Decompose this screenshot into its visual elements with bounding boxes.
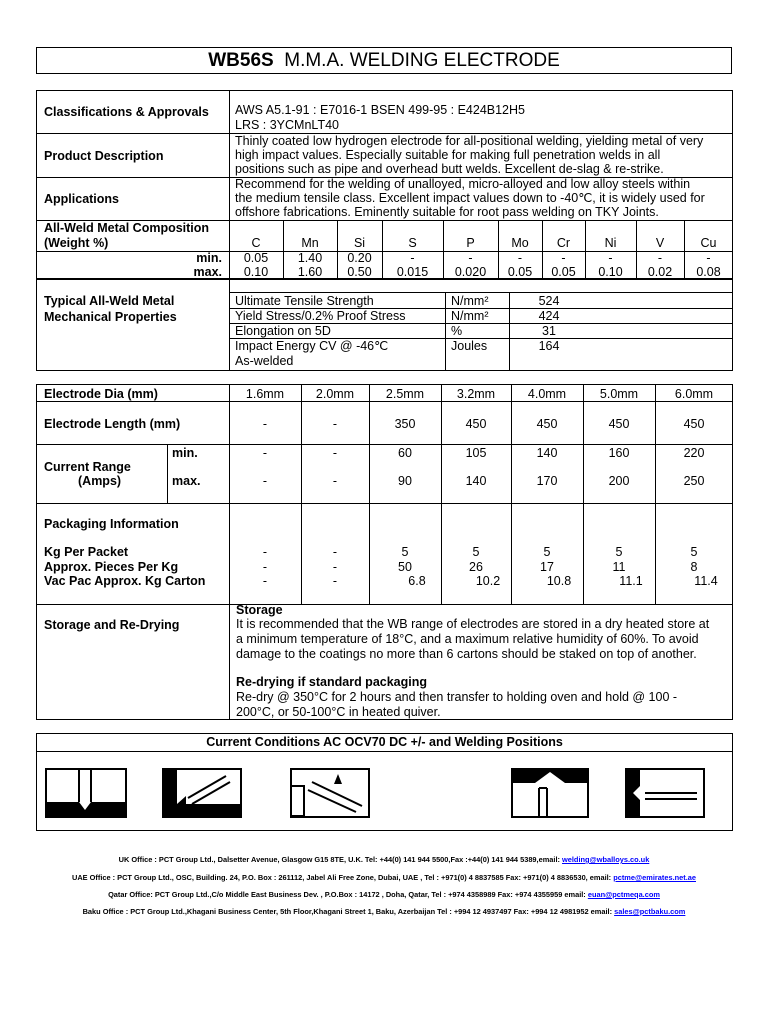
classifications-line-1: AWS A5.1-91 : E7016-1 BSEN 499-95 : E424B12H5 xyxy=(235,103,525,117)
composition-min-value: - xyxy=(706,251,711,265)
kg-carton-label: Vac Pac Approx. Kg Carton xyxy=(44,574,206,588)
product-description-line: Thinly coated low hydrogen electrode for all-positional welding, yielding metal of very xyxy=(235,134,704,148)
element-symbol: Mo xyxy=(511,236,529,250)
composition-min-value: - xyxy=(657,251,663,265)
mechanical-note: As-welded xyxy=(235,354,294,368)
positions-heading: Current Conditions AC OCV70 DC +/- and Welding Positions xyxy=(206,735,563,749)
flat-position-icon xyxy=(45,768,127,818)
applications-label: Applications xyxy=(44,192,120,206)
kg-per-packet-value: - xyxy=(332,545,338,559)
mechanical-value: 31 xyxy=(542,324,556,338)
mechanical-property: Ultimate Tensile Strength xyxy=(235,294,374,308)
element-symbol: V xyxy=(655,236,665,250)
product-description-line: high impact values. Especially suitable for making full penetration welds in all xyxy=(235,148,661,162)
composition-max-value: 0.10 xyxy=(598,265,623,279)
storage-line: It is recommended that the WB range of electrodes are stored in a dry heated store at xyxy=(236,617,710,631)
composition-min-value: 1.40 xyxy=(297,251,323,265)
current-min-value: 60 xyxy=(398,446,412,460)
electrode-dia-value: 6.0mm xyxy=(674,387,714,401)
footer-qatar xyxy=(0,890,768,899)
electrode-length-value: - xyxy=(262,417,268,431)
classifications-line-2: LRS : 3YCMnLT40 xyxy=(235,118,339,132)
electrode-dia-value: 5.0mm xyxy=(599,387,639,401)
mechanical-label-2: Mechanical Properties xyxy=(44,310,177,324)
composition-max-value: 1.60 xyxy=(297,265,323,279)
storage-line: a minimum temperature of 18°C, and a maximum relative humidity of 60%. To avoid xyxy=(236,632,699,646)
current-min-value: 160 xyxy=(608,446,630,460)
kg-per-packet-value: 5 xyxy=(543,545,551,559)
electrode-dia-value: 3.2mm xyxy=(456,387,496,401)
electrode-dia-value: 1.6mm xyxy=(245,387,285,401)
footer-uae-text: UAE Office : PCT Group Ltd., OSC, Building. 24, P.O. Box : 261112, Jabel Ali Free Zone, Dubai, UAE , Tel : +971(0) 4 8837585 Fax: +971(0) 4 8836530, email: xyxy=(71,873,614,882)
pieces-per-kg-value: - xyxy=(262,560,268,574)
current-min-value: 140 xyxy=(536,446,558,460)
electrode-length-value: - xyxy=(332,417,338,431)
footer-uae-email[interactable]: pctme@emirates.net.ae xyxy=(613,873,696,882)
composition-min-value: - xyxy=(561,251,566,265)
kg-per-packet-value: 5 xyxy=(401,545,409,559)
current-max-value: 170 xyxy=(536,474,558,488)
redry-line: Re-dry @ 350°C for 2 hours and then transfer to holding oven and hold @ 100 - xyxy=(236,690,678,704)
mechanical-value: 164 xyxy=(538,339,560,353)
electrode-length-value: 450 xyxy=(683,417,705,431)
current-max-value: 250 xyxy=(683,474,705,488)
pieces-per-kg-value: 26 xyxy=(469,560,483,574)
composition-max-label: max. xyxy=(193,265,222,279)
product-code: WB56S xyxy=(208,50,274,71)
electrode-length-value: 450 xyxy=(465,417,487,431)
current-max-label: max. xyxy=(172,474,201,488)
storage-heading: Storage xyxy=(236,603,283,617)
element-symbol: Si xyxy=(353,236,366,250)
electrode-length-label: Electrode Length (mm) xyxy=(44,417,181,431)
electrode-dia-value: 4.0mm xyxy=(527,387,567,401)
composition-max-value: 0.05 xyxy=(551,265,576,279)
composition-max-value: 0.10 xyxy=(243,265,269,279)
redry-heading: Re-drying if standard packaging xyxy=(236,675,428,689)
overhead-position-icon xyxy=(625,768,705,818)
electrode-length-value: 450 xyxy=(608,417,630,431)
current-max-value: 90 xyxy=(398,474,412,488)
kg-per-packet-value: 5 xyxy=(472,545,480,559)
composition-min-value: - xyxy=(468,251,473,265)
pieces-per-kg-value: 17 xyxy=(540,560,554,574)
composition-max-value: 0.08 xyxy=(696,265,721,279)
product-name: M.M.A. WELDING ELECTRODE xyxy=(284,50,560,71)
kg-carton-value: 11.4 xyxy=(694,574,718,588)
footer-baku xyxy=(0,907,768,916)
composition-min-value: - xyxy=(517,251,523,265)
current-min-value: 105 xyxy=(465,446,487,460)
mechanical-unit: N/mm² xyxy=(451,309,489,323)
pieces-per-kg-value: 11 xyxy=(612,560,626,574)
applications-line: the medium tensile class. Excellent impact values down to -40℃, it is widely used for xyxy=(235,191,705,205)
composition-max-value: 0.50 xyxy=(347,265,372,279)
element-symbol: Mn xyxy=(301,236,319,250)
mechanical-unit: Joules xyxy=(451,339,488,353)
footer-uk-text: UK Office : PCT Group Ltd., Dalsetter Avenue, Glasgow G15 8TE, U.K. Tel: +44(0) 141 944 5500,Fax :+44(0) 141 944 5389,email: xyxy=(118,855,563,864)
electrode-length-value: 350 xyxy=(394,417,416,431)
footer-baku-email[interactable]: sales@pctbaku.com xyxy=(614,907,686,916)
current-amps-label: (Amps) xyxy=(78,474,122,488)
pieces-per-kg-label: Approx. Pieces Per Kg xyxy=(44,560,179,574)
kg-carton-value: 10.2 xyxy=(475,574,501,588)
kg-per-packet-label: Kg Per Packet xyxy=(44,545,129,559)
applications-line: Recommend for the welding of unalloyed, micro-alloyed and low alloy steels within xyxy=(235,177,691,191)
current-max-value: 140 xyxy=(465,474,487,488)
current-min-label: min. xyxy=(172,446,198,460)
element-symbol: C xyxy=(251,236,261,250)
composition-weight-label: (Weight %) xyxy=(44,236,109,250)
current-min-value: - xyxy=(262,446,268,460)
composition-max-value: 0.020 xyxy=(454,265,487,279)
composition-max-value: 0.015 xyxy=(396,265,429,279)
product-description-label: Product Description xyxy=(44,149,164,163)
element-symbol: S xyxy=(408,236,417,250)
electrode-dia-value: 2.0mm xyxy=(315,387,355,401)
kg-per-packet-value: 5 xyxy=(690,545,698,559)
mechanical-property: Yield Stress/0.2% Proof Stress xyxy=(235,309,406,323)
current-max-value: - xyxy=(262,474,268,488)
vertical-up-position-icon xyxy=(511,768,589,818)
footer-baku-text: Baku Office : PCT Group Ltd.,Khagani Business Center, 5th Floor,Khagani Street 1, Baku, Azerbaijan Tel : +994 12 4937497 Fax: +994 12 4981952 email: xyxy=(82,907,615,916)
current-min-value: - xyxy=(332,446,338,460)
current-max-value: - xyxy=(332,474,338,488)
product-description-line: positions such as pipe and overhead butt welds. Excellent de-slag & re-strike. xyxy=(235,162,664,176)
mechanical-value: 524 xyxy=(538,294,560,308)
composition-min-value: - xyxy=(410,251,415,265)
composition-label: All-Weld Metal Composition xyxy=(44,221,210,235)
horizontal-vertical-position-icon xyxy=(162,768,242,818)
current-max-value: 200 xyxy=(608,474,630,488)
classifications-label: Classifications & Approvals xyxy=(44,105,209,119)
mechanical-value: 424 xyxy=(538,309,560,323)
electrode-length-value: 450 xyxy=(536,417,558,431)
mechanical-label-1: Typical All-Weld Metal xyxy=(44,294,175,308)
element-symbol: Cr xyxy=(556,236,571,250)
composition-min-label: min. xyxy=(196,251,222,265)
pieces-per-kg-value: 50 xyxy=(398,560,412,574)
redry-line: 200°C, or 50-100°C in heated quiver. xyxy=(236,705,441,719)
mechanical-unit: N/mm² xyxy=(451,294,489,308)
kg-carton-value: 11.1 xyxy=(619,574,643,588)
kg-carton-value: - xyxy=(262,574,268,588)
mechanical-property: Impact Energy CV @ -46℃ xyxy=(235,339,389,353)
footer-uk-email[interactable]: welding@wballoys.co.uk xyxy=(562,855,650,864)
kg-carton-value: 6.8 xyxy=(408,574,426,588)
pieces-per-kg-value: 8 xyxy=(690,560,698,574)
composition-min-value: 0.20 xyxy=(347,251,372,265)
mechanical-unit: % xyxy=(451,324,463,338)
storage-line: damage to the coatings no more than 6 cartons should be staked on top of another. xyxy=(236,647,697,661)
composition-min-value: 0.05 xyxy=(243,251,269,265)
kg-per-packet-value: 5 xyxy=(615,545,623,559)
footer-uae xyxy=(0,873,768,882)
composition-min-value: - xyxy=(608,251,613,265)
electrode-dia-value: 2.5mm xyxy=(385,387,425,401)
composition-max-value: 0.02 xyxy=(647,265,673,279)
current-range-label: Current Range xyxy=(44,460,131,474)
horizontal-position-icon xyxy=(290,768,370,818)
footer-qatar-text: Qatar Office: PCT Group Ltd.,C/o Middle East Business Dev. , P.O.Box : 14172 , Doha, Qatar, Tel : +974 4358989 Fax: +974 4355959 email: xyxy=(108,890,588,899)
storage-label: Storage and Re-Drying xyxy=(44,618,180,632)
element-symbol: Cu xyxy=(700,236,717,250)
footer-uk xyxy=(0,855,768,864)
footer-qatar-email[interactable]: euan@pctmeqa.com xyxy=(587,890,660,899)
composition-max-value: 0.05 xyxy=(507,265,533,279)
element-symbol: P xyxy=(466,236,475,250)
kg-carton-value: 10.8 xyxy=(546,574,572,588)
applications-line: offshore fabrications. Eminently suitable for root pass welding on TKY Joints. xyxy=(235,205,659,219)
element-symbol: Ni xyxy=(604,236,617,250)
mechanical-property: Elongation on 5D xyxy=(235,324,331,338)
kg-carton-value: - xyxy=(332,574,338,588)
kg-per-packet-value: - xyxy=(262,545,268,559)
packaging-label: Packaging Information xyxy=(44,517,179,531)
page-title xyxy=(36,47,732,74)
electrode-dia-label: Electrode Dia (mm) xyxy=(44,387,158,401)
pieces-per-kg-value: - xyxy=(332,560,338,574)
current-min-value: 220 xyxy=(683,446,705,460)
